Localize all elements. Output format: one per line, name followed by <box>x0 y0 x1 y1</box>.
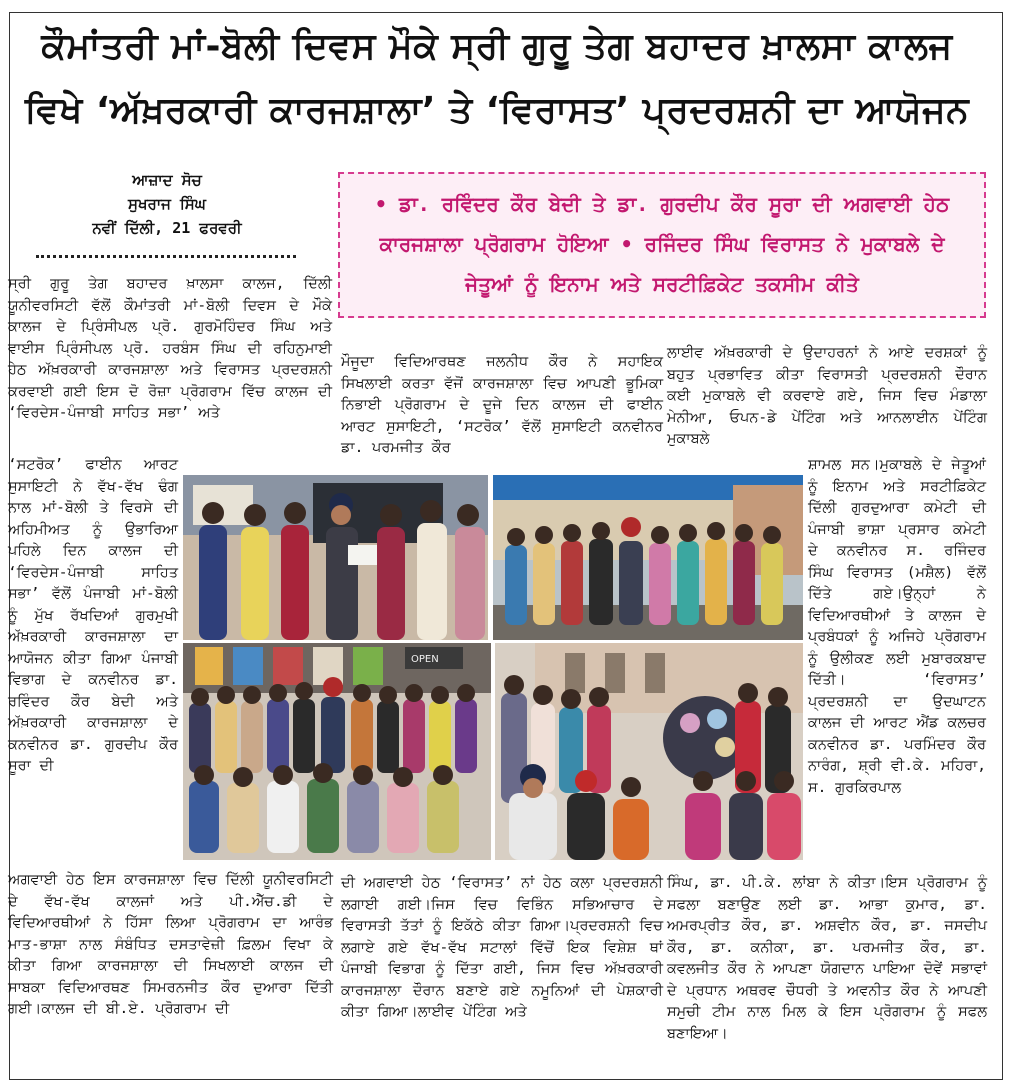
article-paragraph: ਸ਼ਾਮਲ ਸਨ।ਮੁਕਾਬਲੇ ਦੇ ਜੇਤੂਆਂ ਨੂੰ ਇਨਾਮ ਅਤੇ ਸਰਟੀਫ਼ਿਕੇਟ ਦਿੱਲੀ ਗੁਰਦੁਆਰਾ ਕਮੇਟੀ ਦੀ ਪੰਜਾਬੀ ਭਾਸ਼ਾ ਪ੍ਰਸਾਰ ਕਮੇਟੀ ਦੇ ਕਨਵੀਨਰ ਸ. ਰਜਿੰਦਰ ਸਿੰਘ ਵਿਰਾਸਤ (ਮਸ਼ੈਲ) ਵੱਲੋਂ ਦਿੱਤੇ ਗਏ।ਉਨ੍ਹਾਂ ਨੇ ਵਿਦਿਆਰਥੀਆਂ ਤੇ ਕਾਲਜ ਦੇ ਪ੍ਰਬੰਧਕਾਂ ਨੂੰ ਅਜਿਹੇ ਪ੍ਰੋਗਰਾਮ ਨੂੰ ਉਲੀਕਣ ਲਈ ਮੁਬਾਰਕਬਾਦ ਦਿੱਤੀ। ‘ਵਿਰਾਸਤ’ ਪ੍ਰਦਰਸ਼ਨੀ ਦਾ ਉਦਘਾਟਨ ਕਾਲਜ ਦੀ ਆਰਟ ਐਂਡ ਕਲਚਰ ਕਨਵੀਨਰ ਡਾ. ਪਰਮਿੰਦਰ ਕੌਰ ਨਾਰੰਗ, ਸ਼੍ਰੀ ਵੀ.ਕੇ. ਮਹਿਰਾ, ਸ. ਗੁਰਕਿਰਪਾਲ <box>808 457 986 796</box>
byline-paper: ਆਜ਼ਾਦ ਸੋਚ <box>132 171 202 189</box>
byline-dateline: ਨਵੀਂ ਦਿੱਲੀ, 21 ਫਰਵਰੀ <box>92 219 242 237</box>
article-paragraph: ਸਿੰਘ, ਡਾ. ਪੀ.ਕੇ. ਲਾਂਬਾ ਨੇ ਕੀਤਾ।ਇਸ ਪ੍ਰੋਗਰਾਮ ਨੂੰ ਸਫਲਾ ਬਣਾਉਣ ਲਈ ਡਾ. ਆਭਾ ਕੁਮਾਰ, ਡਾ. ਅਮਰਪ੍ਰੀਤ ਕੌਰ, ਡਾ. ਅਸ਼ਵੀਨ ਕੌਰ, ਡਾ. ਜਸਦੀਪ ਕੌਰ, ਡਾ. ਕਨੀਕਾ, ਡਾ. ਪਰਮਜੀਤ ਕੌਰ, ਡਾ. ਕਵਲਜੀਤ ਕੌਰ ਨੇ ਆਪਣਾ ਯੋਗਦਾਨ ਪਾਇਆ ਦੋਵੇਂ ਸਭਾਵਾਂ ਦੇ ਪ੍ਰਧਾਨ ਅਥਰਵ ਚੌਧਰੀ ਤੇ ਅਵਨੀਤ ਕੌਰ ਨੇ ਆਪਣੀ ਸਮੁਚੀ ਟੀਮ ਨਾਲ ਮਿਲ ਕੇ ਇਸ ਪ੍ਰੋਗਰਾਮ ਨੂੰ ਸਫਲ ਬਣਾਇਆ। <box>667 875 987 1042</box>
byline-divider <box>36 255 296 258</box>
article-paragraph: ਅਗਵਾਈ ਹੇਠ ਇਸ ਕਾਰਜਸ਼ਾਲਾ ਵਿਚ ਦਿੱਲੀ ਯੂਨੀਵਰਸਿਟੀ ਦੇ ਵੱਖ-ਵੱਖ ਕਾਲਜਾਂ ਅਤੇ ਪੀ.ਐੱਚ.ਡੀ ਦੇ ਵਿਦਿਆਰਥੀਆਂ ਨੇ ਹਿੱਸਾ ਲਿਆ ਪ੍ਰੋਗਰਾਮ ਦਾ ਆਰੰਭ ਮਾਤ-ਭਾਸ਼ਾ ਨਾਲ ਸੰਬੰਧਿਤ ਦਸਤਾਵੇਜ਼ੀ ਫ਼ਿਲਮ ਵਿਖਾ ਕੇ ਕੀਤਾ ਗਿਆ ਕਾਰਜਸ਼ਾਲਾ ਦੀ ਸਿਖਲਾਈ ਕਾਲਜ ਦੀ ਸਾਬਕਾ ਵਿਦਿਆਰਥਣ ਸਿਮਰਨਜੀਤ ਕੌਰ ਦੁਆਰਾ ਦਿੱਤੀ ਗਈ।ਕਾਲਜ ਦੀ ਬੀ.ਏ. ਪ੍ਰੋਗਰਾਮ ਦੀ <box>8 872 333 1017</box>
article-paragraph: ਸ੍ਰੀ ਗੁਰੂ ਤੇਗ ਬਹਾਦਰ ਖ਼ਾਲਸਾ ਕਾਲਜ, ਦਿੱਲੀ ਯੂਨੀਵਰਸਿਟੀ ਵੱਲੋਂ ਕੌਮਾਂਤਰੀ ਮਾਂ-ਬੋਲੀ ਦਿਵਸ ਦੇ ਮੌਕੇ ਕਾਲਜ ਦੇ ਪ੍ਰਿੰਸੀਪਲ ਪ੍ਰੋ. ਗੁਰਮੋਹਿੰਦਰ ਸਿੰਘ ਅਤੇ ਵਾਈਸ ਪ੍ਰਿੰਸੀਪਲ ਪ੍ਰੋ. ਹਰਬੰਸ ਸਿੰਘ ਦੀ ਰਹਿਨੁਮਾਈ ਹੇਠ ਅੱਖ਼ਰਕਾਰੀ ਕਾਰਜਸ਼ਾਲਾ ਅਤੇ ਵਿਰਾਸਤ ਪ੍ਰਦਰਸ਼ਨੀ ਕਰਵਾਈ ਗਈ ਇਸ ਦੋ ਰੋਜ਼ਾ ਪ੍ਰੋਗਰਾਮ ਵਿੱਚ ਕਾਲਜ ਦੀ ‘ਵਿਰਦੇਸ-ਪੰਜਾਬੀ ਸਾਹਿਤ ਸਭਾ’ ਅਤੇ <box>8 276 332 421</box>
article-paragraph: ‘ਸਟਰੋਕ’ ਫਾਈਨ ਆਰਟ ਸੁਸਾਇਟੀ ਨੇ ਵੱਖ-ਵੱਖ ਢੰਗ ਨਾਲ ਮਾਂ-ਬੋਲੀ ਤੇ ਵਿਰਸੇ ਦੀ ਅਹਿਮੀਅਤ ਨੂੰ ਉਭਾਰਿਆ ਪਹਿਲੇ ਦਿਨ ਕਾਲਜ ਦੀ ‘ਵਿਰਦੇਸ-ਪੰਜਾਬੀ ਸਾਹਿਤ ਸਭਾ’ ਵੱਲੋਂ ਪੰਜਾਬੀ ਮਾਂ-ਬੋਲੀ ਨੂੰ ਮੁੱਖ ਰੱਖਦਿਆਂ ਗੁਰਮੁਖੀ ਅੱਖ਼ਰਕਾਰੀ ਕਾਰਜਸ਼ਾਲਾ ਦਾ ਆਯੋਜਨ ਕੀਤਾ ਗਿਆ ਪੰਜਾਬੀ ਵਿਭਾਗ ਦੇ ਕਨਵੀਨਰ ਡਾ. ਰਵਿੰਦਰ ਕੌਰ ਬੇਦੀ ਅਤੇ ਅੱਖ਼ਰਕਾਰੀ ਕਾਰਜਸ਼ਾਲਾ ਦੇ ਕਨਵੀਨਰ ਡਾ. ਗੁਰਦੀਪ ਕੌਰ ਸੂਰਾ ਦੀ <box>8 457 178 774</box>
photo-outdoor-group <box>493 475 803 640</box>
article-col1-narrow <box>8 455 178 778</box>
byline-reporter: ਸੁਖਰਾਜ ਸਿੰਘ <box>128 195 206 213</box>
photo-exhibition-stall <box>495 643 803 860</box>
article-col3-bottom <box>667 873 987 1045</box>
article-col3-top <box>667 343 987 451</box>
article-paragraph: ਦੀ ਅਗਵਾਈ ਹੇਠ ‘ਵਿਰਾਸਤ’ ਨਾਂ ਹੇਠ ਕਲਾ ਪ੍ਰਦਰਸ਼ਨੀ ਲਗਾਈ ਗਈ।ਜਿਸ ਵਿਚ ਵਿਭਿੰਨ ਸਭਿਆਚਾਰ ਦੇ ਵਿਰਾਸਤੀ ਤੱਤਾਂ ਨੂੰ ਇਕੱਠੇ ਕੀਤਾ ਗਿਆ।ਪ੍ਰਦਰਸ਼ਨੀ ਵਿਚ ਲਗਾਏ ਗਏ ਵੱਖ-ਵੱਖ ਸਟਾਲਾਂ ਵਿੱਚੋਂ ਇਕ ਵਿਸ਼ੇਸ਼ ਥਾਂ ਪੰਜਾਬੀ ਵਿਭਾਗ ਨੂੰ ਦਿੱਤਾ ਗਈ, ਜਿਸ ਵਿਚ ਅੱਖ਼ਰਕਾਰੀ ਕਾਰਜਸ਼ਾਲਾ ਦੌਰਾਨ ਬਣਾਏ ਗਏ ਨਮੂਨਿਆਂ ਦੀ ਪੇਸ਼ਕਾਰੀ ਕੀਤਾ ਗਿਆ।ਲਾਈਵ ਪੇਂਟਿੰਗ ਅਤੇ <box>341 875 663 1020</box>
highlights-text: • ਡਾ. ਰਵਿੰਦਰ ਕੌਰ ਬੇਦੀ ਤੇ ਡਾ. ਗੁਰਦੀਪ ਕੌਰ ਸੂਰਾ ਦੀ ਅਗਵਾਈ ਹੇਠ ਕਾਰਜਸ਼ਾਲਾ ਪ੍ਰੋਗਰਾਮ ਹੋਇਆ • ਰਜਿੰਦਰ ਸਿੰਘ ਵਿਰਾਸਤ ਨੇ ਮੁਕਾਬਲੇ ਦੇ ਜੇਤੂਆਂ ਨੂੰ ਇਨਾਮ ਅਤੇ ਸਰਟੀਫ਼ਿਕੇਟ ਤਕਸੀਮ ਕੀਤੇ <box>374 192 950 296</box>
article-col1-top <box>8 274 332 425</box>
headline-line-2: ਵਿਖੇ ‘ਅੱਖ਼ਰਕਾਰੀ ਕਾਰਜਸ਼ਾਲਾ’ ਤੇ ‘ਵਿਰਾਸਤ’ ਪ੍ਰਦਰਸ਼ਨੀ ਦਾ ਆਯੋਜਨ <box>24 90 970 131</box>
article-col1-bottom <box>8 870 333 1021</box>
banner-text: OPEN <box>411 654 439 665</box>
photo-collage <box>183 475 803 860</box>
headline-line-1: ਕੌਮਾਂਤਰੀ ਮਾਂ-ਬੋਲੀ ਦਿਵਸ ਮੌਕੇ ਸ੍ਰੀ ਗੁਰੂ ਤੇਗ ਬਹਾਦਰ ਖ਼ਾਲਸਾ ਕਾਲਜ <box>41 26 953 67</box>
article-col3-narrow <box>808 455 986 799</box>
article-col2-top <box>341 352 663 460</box>
photo-certificate-presentation <box>183 475 488 640</box>
article-paragraph: ਲਾਈਵ ਅੱਖ਼ਰਕਾਰੀ ਦੇ ਉਦਾਹਰਨਾਂ ਨੇ ਆਏ ਦਰਸ਼ਕਾਂ ਨੂੰ ਬਹੁਤ ਪ੍ਰਭਾਵਿਤ ਕੀਤਾ ਵਿਰਾਸਤੀ ਪ੍ਰਦਰਸ਼ਨੀ ਦੌਰਾਨ ਕਈ ਮੁਕਾਬਲੇ ਵੀ ਕਰਵਾਏ ਗਏ, ਜਿਸ ਵਿਚ ਮੰਡਾਲਾ ਮੇਨੀਆ, ਓਪਨ-ਡੇ ਪੇਂਟਿੰਗ ਅਤੇ ਆਨਲਾਈਨ ਪੇਂਟਿੰਗ ਮੁਕਾਬਲੇ <box>667 345 987 447</box>
highlights-box <box>338 172 986 318</box>
article-paragraph: ਮੌਜੂਦਾ ਵਿਦਿਆਰਥਣ ਜਲਨੀਧ ਕੌਰ ਨੇ ਸਹਾਇਕ ਸਿਖਲਾਈ ਕਰਤਾ ਵੱਜੋਂ ਕਾਰਜਸ਼ਾਲਾ ਵਿਚ ਆਪਣੀ ਭੂਮਿਕਾ ਨਿਭਾਈ ਪ੍ਰੋਗਰਾਮ ਦੇ ਦੂਜੇ ਦਿਨ ਕਾਲਜ ਦੀ ਫਾਈਨ ਆਰਟ ਸੁਸਾਇਟੀ, ‘ਸਟਰੋਕ’ ਵੱਲੋਂ ਸੁਸਾਇਟੀ ਕਨਵੀਨਰ ਡਾ. ਪਰਮਜੀਤ ਕੌਰ <box>341 354 663 456</box>
photo-students-exhibition <box>183 643 491 860</box>
article-col2-bottom <box>341 873 663 1024</box>
byline <box>12 168 322 240</box>
